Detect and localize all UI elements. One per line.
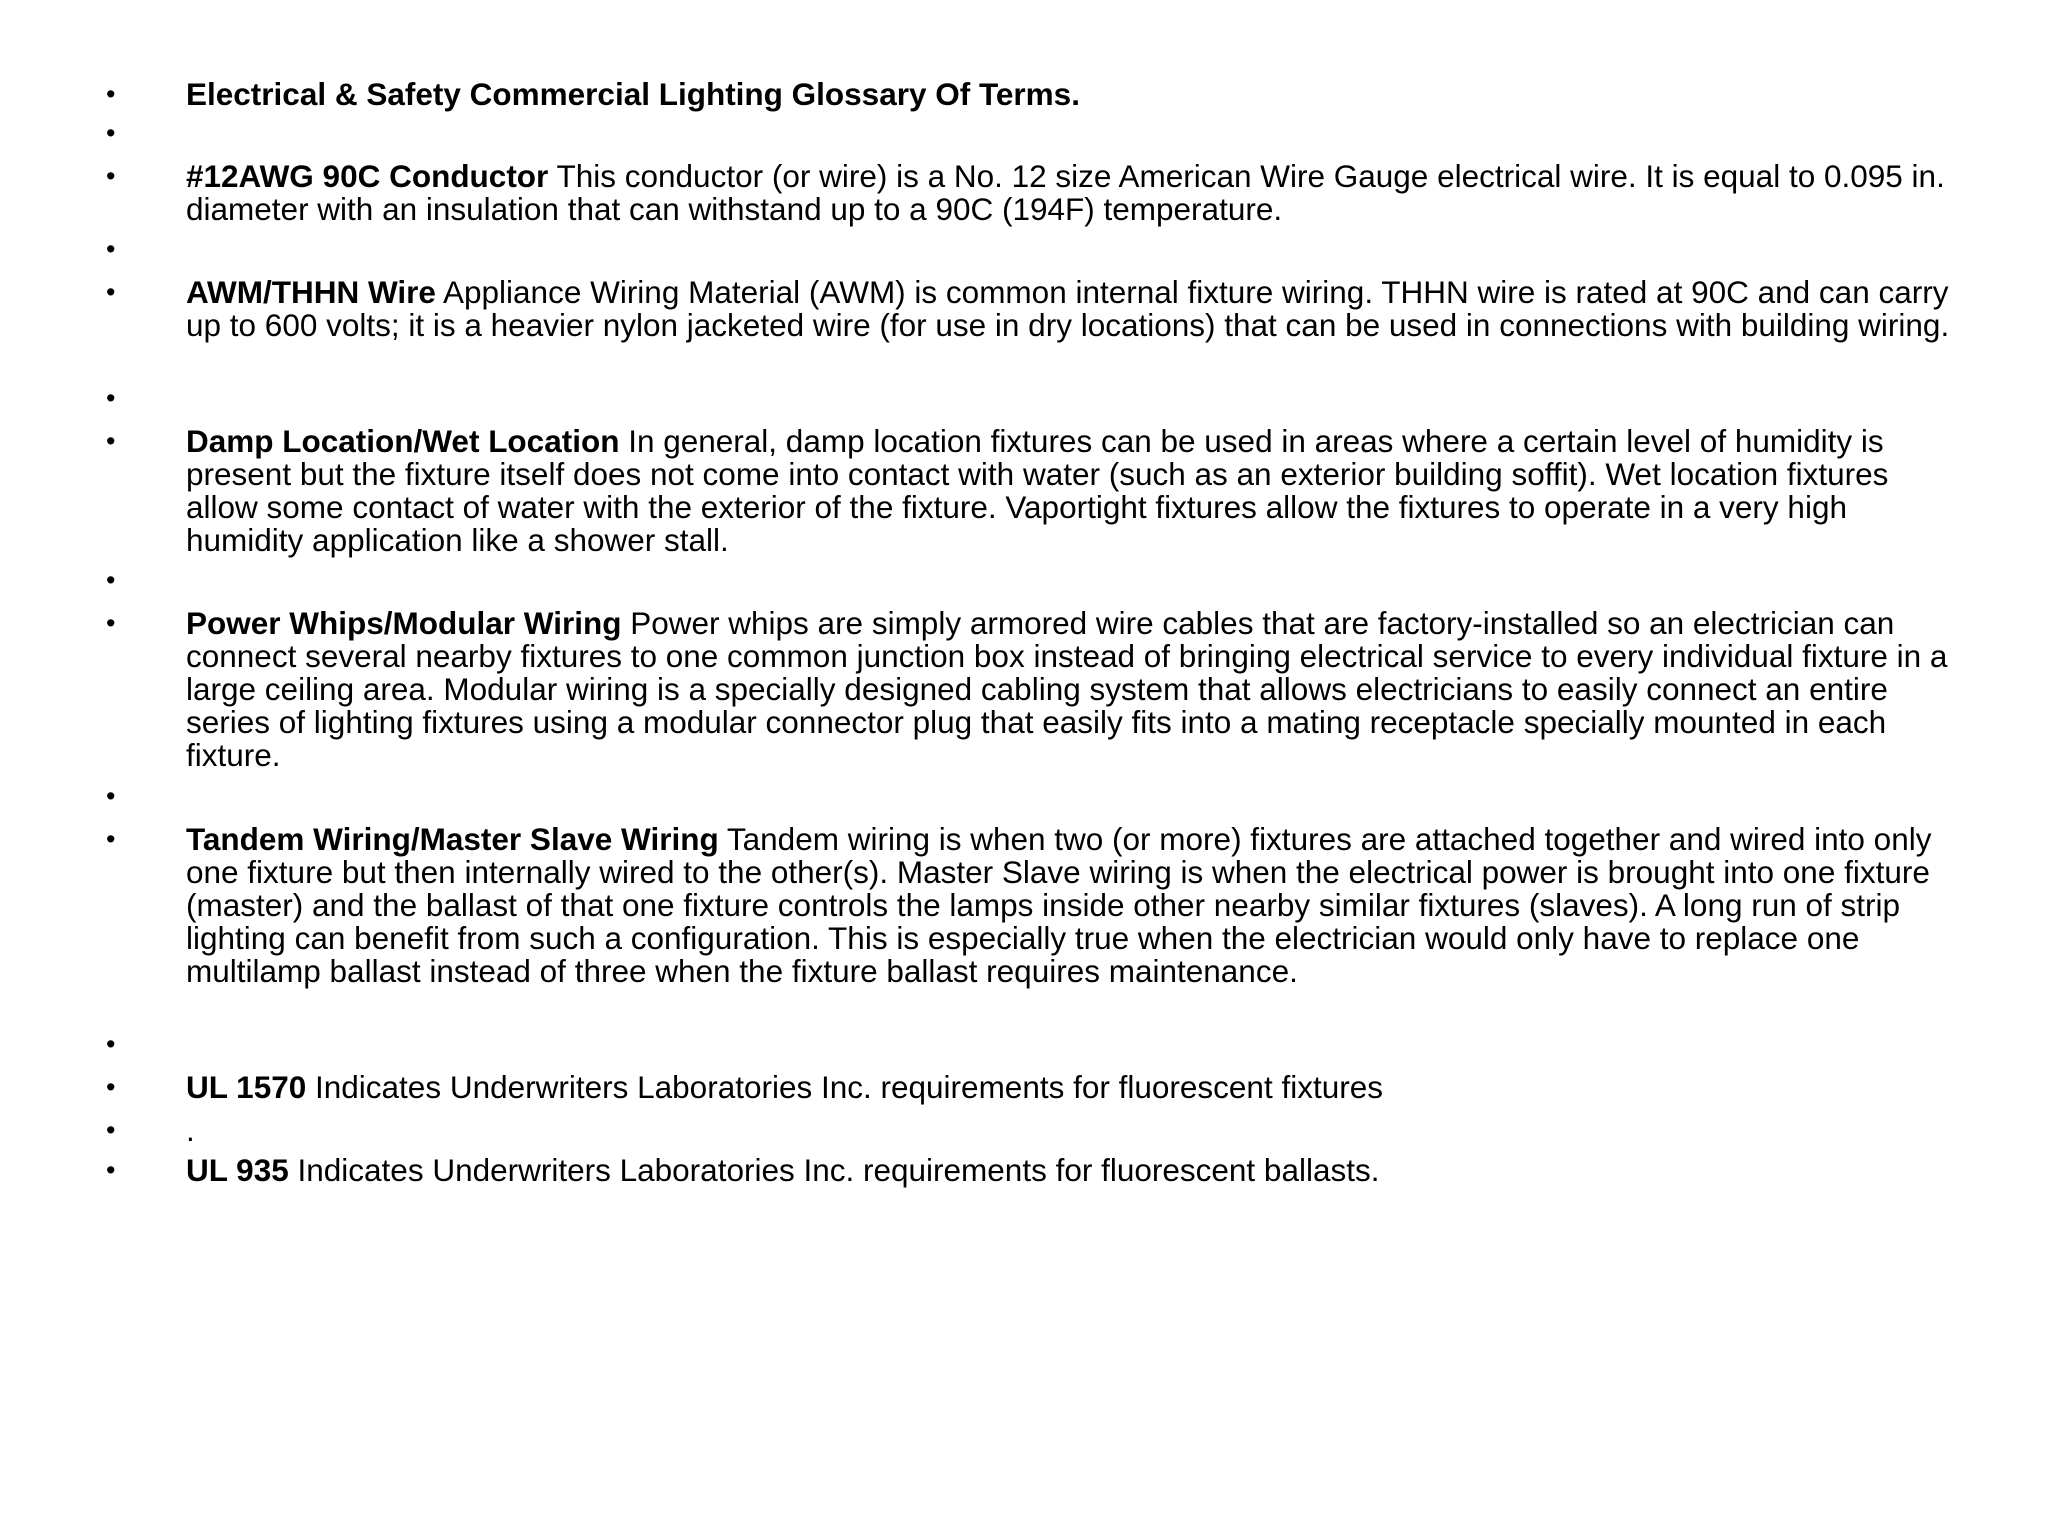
glossary-term: AWM/THHN Wire [186,274,436,310]
glossary-term: UL 935 [186,1152,289,1188]
glossary-term: #12AWG 90C Conductor [186,158,549,194]
glossary-definition: Indicates Underwriters Laboratories Inc. requirements for fluorescent fixtures [306,1069,1383,1105]
bullet: • [106,234,116,264]
bullet: • [106,383,116,413]
bullet: • [106,824,116,854]
glossary-entry-text [186,276,1956,342]
glossary-entry-text [186,823,1956,988]
glossary-entry-text [186,607,1956,772]
glossary-definition: Power whips are simply armored wire cables that are factory-installed so an electrician can connect several nearby fixtures to one common junction box instead of bringing electrical service to every individual fixture in a large ceiling area. Modular wiring is a specially designed cabling system that allows electricians to easily connect an entire series of lighting fixtures using a modular connector plug that easily fits into a mating receptacle specially mounted in each fixture. [186,605,1948,773]
bullet: • [106,781,116,811]
glossary-term: UL 1570 [186,1069,307,1105]
glossary-term: Power Whips/Modular Wiring [186,605,622,641]
glossary-term: Damp Location/Wet Location [186,423,620,459]
page-title: Electrical & Safety Commercial Lighting Glossary Of Terms. [186,76,1080,112]
glossary-entry-text [186,1071,1956,1104]
glossary-entry-text [186,425,1956,557]
bullet: • [106,608,116,638]
glossary-definition: In general, damp location fixtures can be used in areas where a certain level of humidity is present but the fixture itself does not come into contact with water (such as an exterior building soffit). Wet location fixtures allow some contact of water with the exterior of the fixture. Vaportight fixtures allow the fixtures to operate in a very high humidity application like a shower stall. [186,423,1889,558]
glossary-entry-text [186,1154,1956,1187]
bullet: • [106,1115,116,1145]
glossary-definition: This conductor (or wire) is a No. 12 size American Wire Gauge electrical wire. It is equal to 0.095 in. diameter with an insulation that can withstand up to a 90C (194F) temperature. [186,158,1945,227]
bullet: • [106,277,116,307]
glossary-term: Tandem Wiring/Master Slave Wiring [186,821,719,857]
bullet: • [106,426,116,456]
bullet: • [106,79,116,109]
bullet: • [106,565,116,595]
bullet: • [106,1029,116,1059]
glossary-entry-text [186,160,1956,226]
bullet: • [106,1072,116,1102]
glossary-definition: Indicates Underwriters Laboratories Inc. requirements for fluorescent ballasts. [288,1152,1380,1188]
bullet: • [106,161,116,191]
glossary-definition: Tandem wiring is when two (or more) fixtures are attached together and wired into only one fixture but then internally wired to the other(s). Master Slave wiring is when the electrical power is brought into one fixture (master) and the ballast of that one fixture controls the lamps inside other nearby similar fixtures (slaves). A long run of strip lighting can benefit from such a configuration. This is especially true when the electrician would only have to replace one multilamp ballast instead of three when the fixture ballast requires maintenance. [186,821,1932,989]
bullet: • [106,1155,116,1185]
stray-period-text: . [186,1112,195,1148]
glossary-definition: Appliance Wiring Material (AWM) is common internal fixture wiring. THHN wire is rated at 90C and can carry up to 600 volts; it is a heavier nylon jacketed wire (for use in dry locations) that can be used in connections with building wiring. [186,274,1950,343]
bullet: • [106,118,116,148]
